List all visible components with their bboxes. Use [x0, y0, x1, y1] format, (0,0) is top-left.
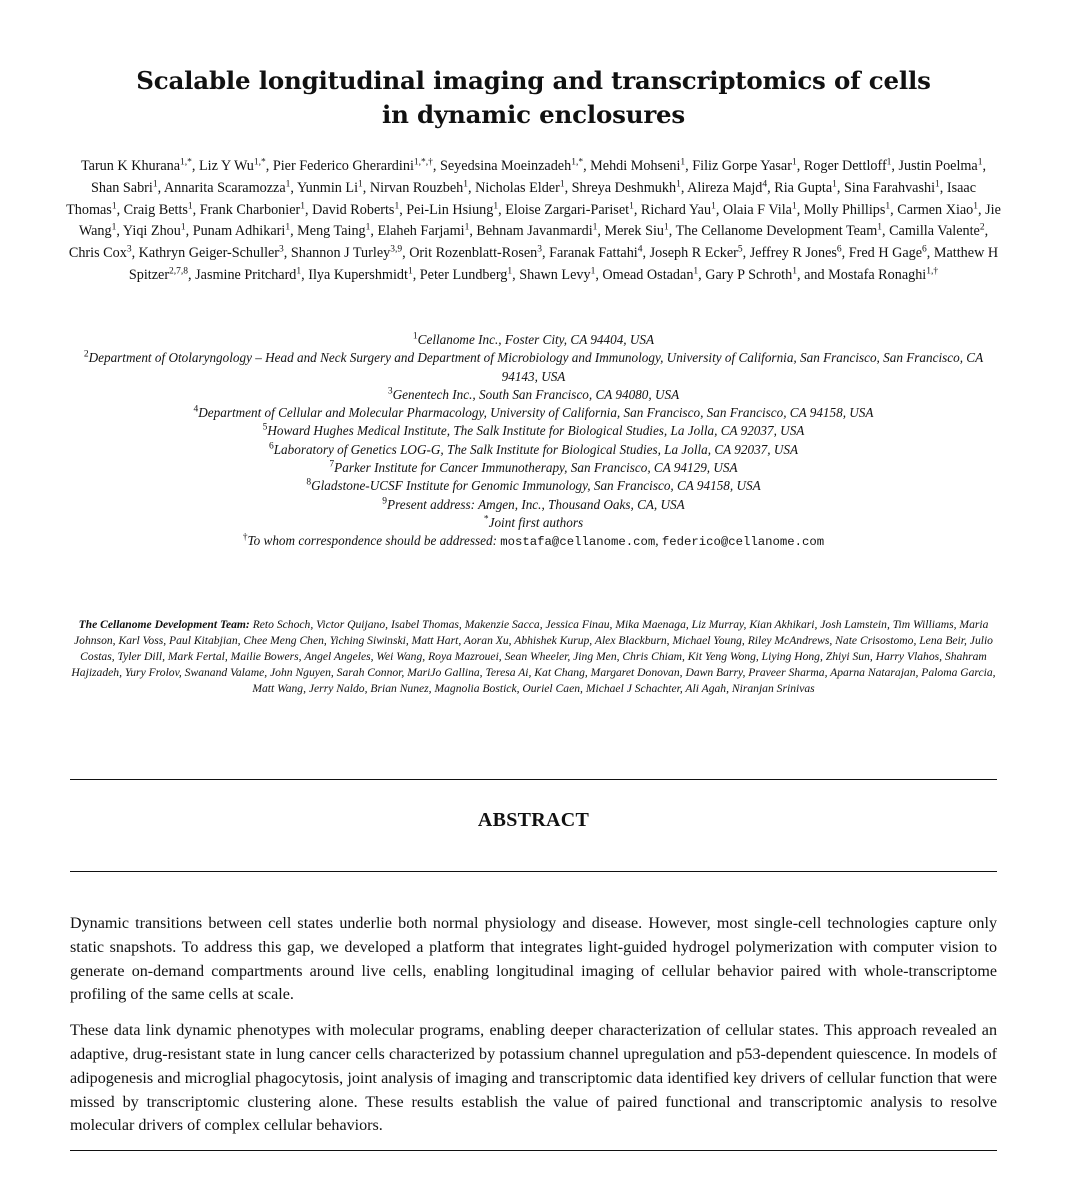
author-affiliation-marker: 1,*,† — [413, 157, 433, 168]
author-name: Elaheh Farjami — [377, 223, 465, 240]
author-name: Peter Lundberg — [419, 266, 508, 283]
author-name: Pier Federico Gherardini — [272, 158, 414, 174]
author-affiliation-marker: 1 — [464, 222, 470, 233]
author-name: The Cellanome Development Team — [675, 223, 878, 240]
author-affiliation-marker: 1,* — [571, 157, 584, 168]
author-name: David Roberts — [312, 201, 395, 218]
author-affiliation-marker: 1 — [152, 179, 158, 190]
author-name: Liz Y Wu — [199, 158, 254, 174]
abstract-heading-rule — [70, 871, 997, 872]
author-affiliation-marker: 1 — [285, 222, 291, 233]
affiliation-item — [66, 349, 1001, 386]
affiliation-item — [66, 496, 1001, 514]
correspondence-marker: † — [242, 532, 248, 543]
affiliation-marker: 9 — [382, 496, 388, 507]
author-name: Filiz Gorpe Yasar — [692, 158, 792, 174]
abstract-heading: ABSTRACT — [477, 809, 590, 831]
author-affiliation-marker: 1,† — [926, 266, 939, 277]
title-line-2: in dynamic enclosures — [381, 100, 686, 129]
affiliation-text: Present address: Amgen, Inc., Thousand Oaks, CA, USA — [387, 496, 685, 512]
affiliation-text: Department of Cellular and Molecular Pharmacology, University of California, San Francisco, San Francisco, CA 94158, USA — [198, 405, 874, 421]
author-affiliation-marker: 1 — [973, 200, 979, 211]
author-affiliation-marker: 3,9 — [390, 244, 403, 255]
author-name: Meng Taing — [297, 223, 366, 240]
author-name: Jie Wang — [78, 201, 1001, 240]
author-affiliation-marker: 1 — [791, 157, 797, 168]
author-name: Molly Phillips — [803, 201, 886, 218]
author-name: Shannon J Turley — [290, 245, 391, 262]
affiliation-marker: 2 — [83, 349, 89, 360]
author-affiliation-marker: 1 — [407, 266, 413, 277]
author-affiliation-marker: 1 — [559, 179, 565, 190]
affiliation-text: Gladstone-UCSF Institute for Genomic Immunology, San Francisco, CA 94158, USA — [311, 478, 761, 494]
author-name: Alireza Majd — [687, 179, 763, 196]
author-name: Merek Siu — [604, 223, 665, 240]
affiliation-marker: 8 — [306, 477, 312, 488]
affiliations — [66, 331, 1001, 532]
author-name: Annarita Scaramozza — [163, 179, 286, 196]
abstract-paragraph: These data link dynamic phenotypes with molecular programs, enabling deeper characterization of cellular states. This approach revealed an adaptive, drug-resistant state in lung cancer cells characterized by potassium channel upregulation and p53-dependent quiescence. In models of adipogenesis and microglial phagocytosis, joint analysis of imaging and transcriptomic data identified key drivers of cellular function that were missed by transcriptomic clustering alone. These results establish the value of paired functional and transcriptomic analysis to resolve molecular drivers of complex cellular behaviors. — [70, 1022, 997, 1135]
author-name: Jasmine Pritchard — [195, 266, 297, 283]
email-federico[interactable]: federico@cellanome.com — [661, 535, 825, 550]
development-team — [70, 617, 997, 697]
author-name: Yunmin Li — [296, 179, 359, 196]
affiliation-marker: 6 — [268, 441, 274, 452]
author-affiliation-marker: 1 — [463, 179, 469, 190]
author-name: Yiqi Zhou — [122, 223, 181, 240]
paper-title — [60, 64, 1007, 132]
author-name: Shreya Deshmukh — [571, 179, 677, 196]
team-members: Reto Schoch, Victor Quijano, Isabel Thomas, Makenzie Sacca, Jessica Finau, Mika Maenaga, Liz Murray, Kian Akhikari, Josh Lamstein, Tim Williams, Maria Johnson, Karl Voss, Paul Kitabjian, Chee Meng Chen, Yiching Siwinski, Matt Hart, Aoran Xu, Abhishek Kurup, Alex Blackburn, Michael Young, Riley McAndrews, Nate Crisostomo, Lena Beir, Julio Costas, Tyler Dill, Mark Fertal, Mailie Bowers, Angel Angeles, Wei Wang, Roya Mazrouei, Sean Wheeler, Jing Men, Chris Chiam, Kit Yeng Wong, Liying Hong, Zhiyi Sun, Harry Vlahos, Shahram Hajizadeh, Yury Frolov, Swanand Valame, John Nguyen, Sarah Connor, MariJo Gallina, Teresa Ai, Kat Chang, Margaret Donovan, Dawn Barry, Praveer Sharma, Aparna Natarajan, Paloma Garcia, Matt Wang, Jerry Naldo, Brian Nunez, Magnolia Bostick, Ouriel Caen, Michael J Schachter, Ali Agah, Niranjan Srinivas — [71, 618, 996, 696]
author-name: Craig Betts — [123, 201, 188, 218]
author-name: Mostafa Ronaghi — [828, 266, 927, 283]
author-name: Behnam Javanmardi — [476, 223, 593, 240]
author-affiliation-marker: 1,* — [253, 157, 266, 168]
email-separator: , — [655, 533, 662, 549]
author-name: Ria Gupta — [774, 179, 833, 196]
author-affiliation-marker: 1 — [711, 200, 716, 211]
author-affiliation-marker: 1 — [507, 266, 513, 277]
author-affiliation-marker: 1 — [791, 200, 797, 211]
author-name: Faranak Fattahi — [549, 245, 638, 262]
affiliation-text: Laboratory of Genetics LOG-G, The Salk Institute for Biological Studies, La Jolla, CA 92037, USA — [273, 441, 799, 457]
author-affiliation-marker: 1 — [629, 200, 634, 211]
author-name: Fred H Gage — [848, 245, 923, 262]
author-affiliation-marker: 3 — [126, 244, 132, 255]
author-name: Eloise Zargari-Pariset — [505, 201, 630, 218]
author-affiliation-marker: 1 — [296, 266, 302, 277]
affiliation-marker: 7 — [329, 459, 335, 470]
author-name: Tarun K Khurana — [80, 158, 181, 174]
author-name: Joseph R Ecker — [649, 245, 738, 262]
author-affiliation-marker: 6 — [836, 244, 842, 255]
affiliation-marker: 1 — [412, 331, 418, 342]
affiliation-marker: 4 — [193, 404, 199, 415]
affiliation-text: Genentech Inc., South San Francisco, CA 94080, USA — [392, 386, 680, 402]
author-affiliation-marker: 1 — [832, 179, 837, 190]
author-affiliation-marker: 2,7,8 — [169, 266, 189, 277]
author-affiliation-marker: 1 — [180, 222, 186, 233]
author-affiliation-marker: 1 — [187, 200, 193, 211]
author-affiliation-marker: 1 — [111, 222, 117, 233]
author-name: Camilla Valente — [889, 223, 980, 240]
author-name: Omead Ostadan — [602, 266, 694, 283]
author-affiliation-marker: 6 — [922, 244, 927, 255]
author-affiliation-marker: 5 — [737, 244, 743, 255]
affiliation-item — [66, 404, 1001, 422]
author-name: Gary P Schroth — [705, 266, 793, 283]
affiliation-text: Parker Institute for Cancer Immunotherapy, San Francisco, CA 94129, USA — [334, 460, 738, 476]
abstract-bottom-rule — [70, 1150, 997, 1151]
author-affiliation-marker: 1 — [365, 222, 371, 233]
author-list: Tarun K Khurana$^{1,*}$, Liz Y $Wu^{1,*}$, Pier Federico Gherardini$^{1,*,\dagger}$, Seyedsina Moeinzadeh$^{1,*}$, Mehdi Mohseni$^1$, Filiz Gorpe Yasar$^1$, Roger Dettloff$^1$, Justin Poelma$^1$, Shan Sabri$^1$, Annarita Scaramozza$^1$, Yunmin Li$^1$, Nirvan Rouzbeh$^1$, Nicholas Elder$^1$, Shreya Deshmukh$^1$, Alireza Majd$^4$, Ria Gupta$^1$, Sina Farahvashi$^1$, Isaac Thomas$^1$, Craig Betts$^1$, Frank Charbonier$^1$, David Roberts$^1$, Pei-Lin Hsiung$^1$, Eloise Zargari-Pariset$^1$, Richard Yau$^1$, Olaia F Vila$^1$, Molly Phillips$^1$, Carmen Xiao$^1$, Jie Wang$^1$, Yiqi Zhou$^1$, Punam Adhikari$^1$, Meng Taing$^1$, Elaheh Farjami$^1$, Behnam Javanmardi$^1$, Merek Siu$^1$, The Cellanome Development Team$^1$, Camilla Valente$^2$, Chris Cox$^3$, Kathryn Geiger-Schuller$^3$, Shannon J Turley$^{3,9}$, Orit Rozenblatt-Rosen$^3$, Faranak Fattahi$^4$, Joseph R Ecker$^5$, Jeffrey R Jones$^6$, Fred H Gage$^6$, Matthew H Spitzer$^{2,7,8}$, Jasmine Pritchard$^1$, Ilya Kupershmidt$^1$, Peter Lundberg$^1$, Shawn Levy$^1$, Omead Ostadan$^1$, Gary P Schroth$^1$, and Mostafa Ronaghi$^{1,\dagger}$ — [66, 157, 1001, 283]
affiliation-item — [66, 331, 1001, 349]
author-affiliation-marker: 1 — [792, 266, 797, 277]
author-name: Richard Yau — [640, 201, 712, 218]
author-name: Isaac Thomas — [66, 179, 977, 218]
author-affiliation-marker: 4 — [762, 179, 768, 190]
author-name: Ilya Kupershmidt — [308, 266, 408, 283]
author-name: Nicholas Elder — [475, 179, 560, 196]
author-name: Chris Cox — [68, 245, 127, 262]
author-name: Jeffrey R Jones — [749, 245, 837, 262]
affiliation-marker: * — [483, 514, 489, 525]
affiliation-text: Joint first authors — [488, 514, 584, 530]
author-affiliation-marker: 3 — [279, 244, 284, 255]
author-affiliation-marker: 1 — [693, 266, 699, 277]
author-affiliation-marker: 1 — [590, 266, 596, 277]
team-label: The Cellanome Development Team: — [78, 618, 250, 631]
author-affiliation-marker: 1 — [877, 222, 882, 233]
author-name: Carmen Xiao — [897, 201, 974, 218]
affiliation-item — [66, 422, 1001, 440]
author-affiliation-marker: 1 — [592, 222, 598, 233]
abstract-body — [70, 912, 997, 1150]
affiliation-marker: 3 — [387, 386, 393, 397]
correspondence-text: To whom correspondence should be addressed: — [247, 533, 497, 549]
author-name: Nirvan Rouzbeh — [369, 179, 464, 196]
author-name: Kathryn Geiger-Schuller — [138, 245, 280, 262]
author-name: Orit Rozenblatt-Rosen — [409, 245, 538, 262]
affiliation-text: Cellanome Inc., Foster City, CA 94404, USA — [417, 332, 655, 347]
author-affiliation-marker: 1 — [664, 222, 669, 233]
email-mostafa[interactable]: mostafa@cellanome.com — [500, 535, 656, 550]
author-affiliation-marker: 1 — [977, 157, 983, 168]
affiliation-item — [66, 386, 1001, 404]
affiliation-item — [66, 441, 1001, 459]
author-name: Sina Farahvashi — [844, 179, 936, 196]
author-affiliation-marker: 1 — [285, 179, 291, 190]
author-affiliation-marker: 1 — [358, 179, 363, 190]
affiliation-text: Department of Otolaryngology – Head and Neck Surgery and Department of Microbiology and Immunology, University of California, San Francisco, San Francisco, CA 94143, USA — [88, 350, 984, 384]
author-name: Justin Poelma — [898, 158, 978, 174]
author-name: Roger Dettloff — [803, 158, 887, 174]
author-name: Seyedsina Moeinzadeh — [439, 158, 572, 174]
author-name: Shawn Levy — [519, 266, 591, 283]
abstract-paragraph: Dynamic transitions between cell states underlie both normal physiology and disease. However, most single-cell technologies capture only static snapshots. To address this gap, we developed a platform that integrates light-guided hydrogel polymerization with computer vision to generate on-demand compartments around live cells, enabling longitudinal imaging of cellular behavior paired with whole-transcriptome profiling of the same cells at scale. — [70, 915, 997, 1004]
correspondence-line — [66, 532, 1001, 551]
author-affiliation-marker: 1 — [300, 200, 305, 211]
affiliation-marker: 5 — [262, 423, 268, 434]
author-affiliation-marker: 4 — [637, 244, 643, 255]
author-affiliation-marker: 3 — [537, 244, 542, 255]
author-affiliation-marker: 1 — [935, 179, 940, 190]
affiliation-list — [66, 331, 1001, 552]
title-line-1: Scalable longitudinal imaging and transcriptomics of cells — [136, 66, 931, 95]
author-affiliation-marker: 1,* — [180, 157, 192, 168]
author-name: Shan Sabri — [90, 179, 153, 196]
author-name: Frank Charbonier — [199, 201, 301, 218]
author-name: Olaia F Vila — [722, 201, 792, 218]
author-name: Mehdi Mohseni — [590, 158, 681, 174]
author-name: Matthew H Spitzer — [128, 245, 999, 283]
author-affiliation-marker: 2 — [979, 222, 985, 233]
author-affiliation-marker: 1 — [886, 157, 892, 168]
affiliation-item — [66, 477, 1001, 495]
author-name: Punam Adhikari — [192, 223, 286, 240]
affiliation-text: Howard Hughes Medical Institute, The Salk Institute for Biological Studies, La Jolla, CA 92037, USA — [267, 423, 805, 439]
abstract-top-rule — [70, 779, 997, 780]
author-affiliation-marker: 1 — [493, 200, 499, 211]
author-affiliation-marker: 1 — [680, 157, 686, 168]
author-affiliation-marker: 1 — [111, 200, 117, 211]
author-name: Pei-Lin Hsiung — [406, 201, 494, 218]
author-affiliation-marker: 1 — [394, 200, 400, 211]
author-affiliation-marker: 1 — [676, 179, 681, 190]
author-affiliation-marker: 1 — [885, 200, 891, 211]
affiliation-item — [66, 459, 1001, 477]
affiliation-item — [66, 514, 1001, 532]
